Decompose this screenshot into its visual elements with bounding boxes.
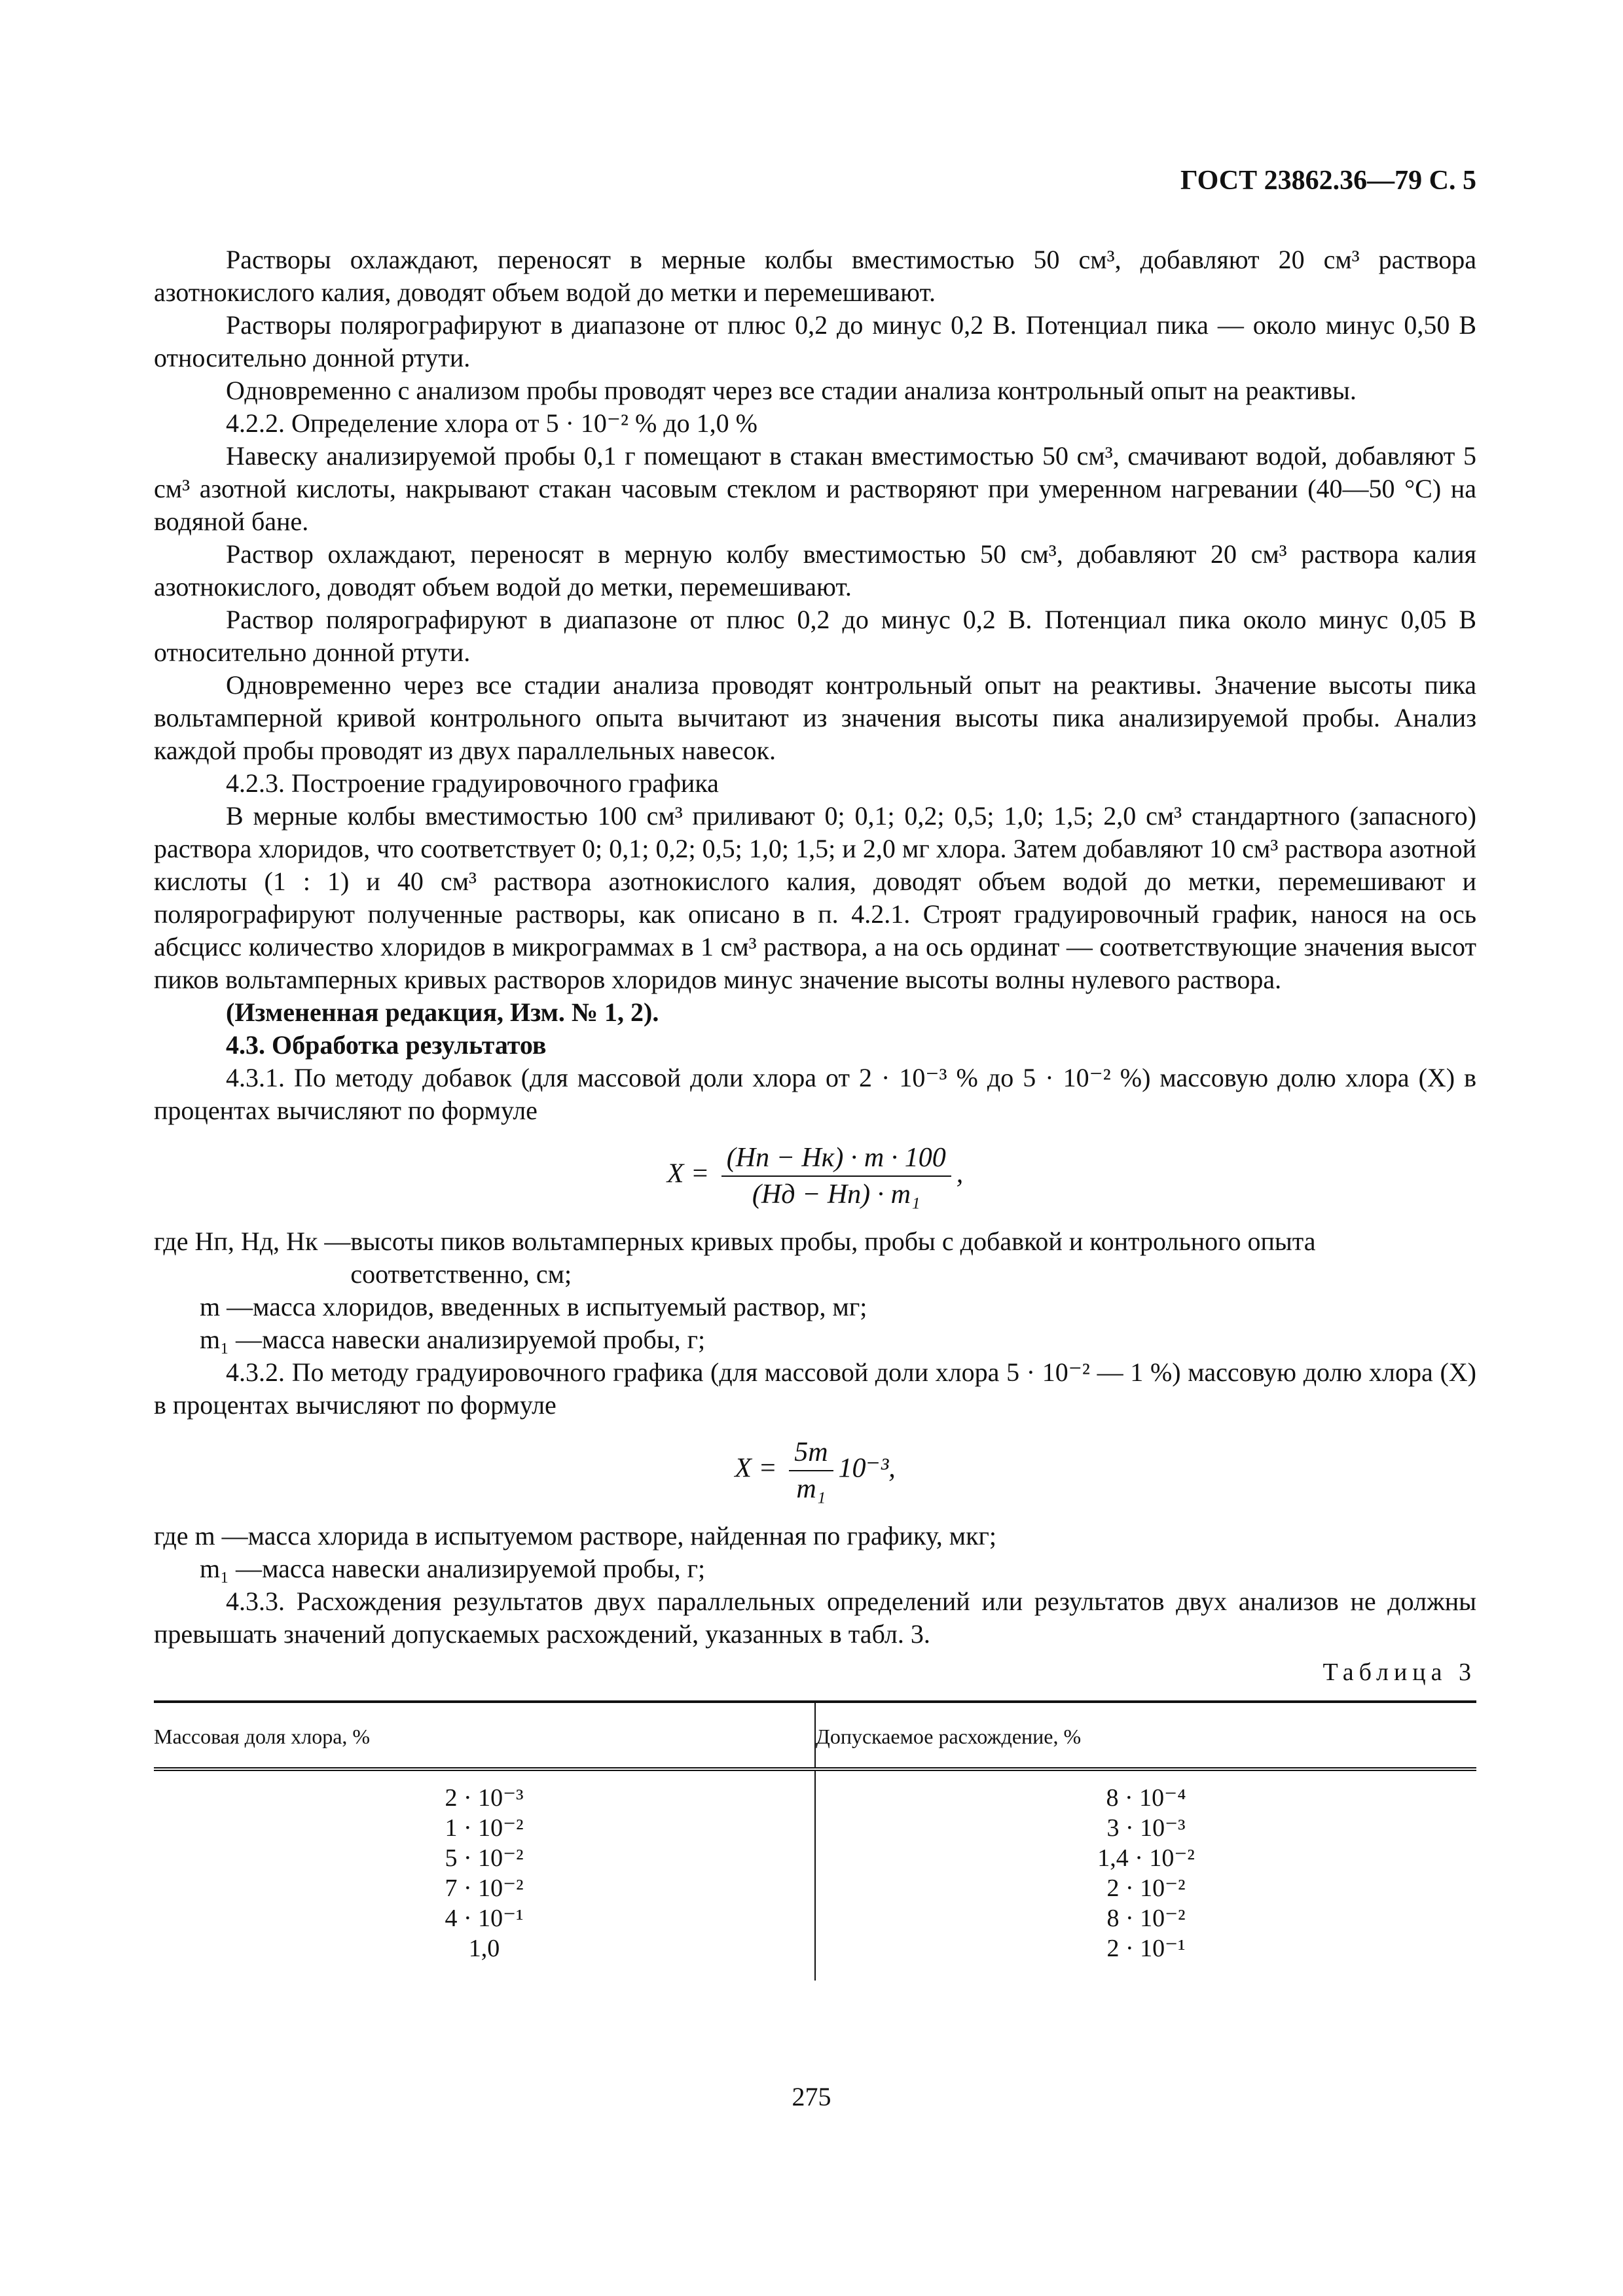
section-heading: 4.2.3. Построение градуировочного графика [226,768,719,798]
table-row [154,1873,1476,1903]
table-cell: 8 · 10⁻⁴ [1106,1784,1186,1812]
table-cell: 1,0 [154,1933,815,1981]
paragraph: Раствор полярографируют в диапазоне от плюс 0,2 до минус 0,2 В. Потенциал пика около минус 0,05 В относительно донной ртути. [154,605,1476,667]
table-cell: 2 · 10⁻² [1106,1874,1186,1902]
section-heading: 4.3. Обработка результатов [226,1030,547,1060]
formula-definitions [154,1520,1476,1585]
formula-numerator: (Hп − Hк) · m · 100 [721,1141,951,1177]
definition-symbol: где m — [154,1521,248,1551]
definition-text: масса хлорида в испытуемом растворе, найденная по графику, мкг; [247,1521,997,1551]
section-heading: 4.2.2. Определение хлора от 5 · 10⁻² % до 1,0 % [226,408,757,438]
formula-numerator: 5m [789,1436,833,1471]
column-header: Массовая доля хлора, % [154,1702,815,1769]
column-header: Допускаемое расхождение, % [815,1702,1476,1769]
paragraph: Одновременно с анализом пробы проводят через все стадии анализа контрольный опыт на реактивы. [226,376,1357,405]
formula-tail: , [956,1158,964,1189]
formula-fraction [789,1436,833,1505]
table-cell: 2 · 10⁻³ [154,1769,815,1813]
table-row [154,1769,1476,1813]
definition-text: высоты пиков вольтамперных кривых пробы, пробы с добавкой и контрольного опыта соответственно, см; [350,1227,1316,1289]
table-cell: 3 · 10⁻³ [1106,1814,1186,1842]
formula-lhs: X = [666,1158,710,1189]
table-cell: 7 · 10⁻² [154,1873,815,1903]
formula-fraction [721,1141,951,1211]
table-row [154,1903,1476,1933]
table-cell: 4 · 10⁻¹ [154,1903,815,1933]
revision-note: (Измененная редакция, Изм. № 1, 2). [226,997,659,1027]
table-cell: 8 · 10⁻² [1106,1905,1186,1932]
paragraph: Растворы полярографируют в диапазоне от плюс 0,2 до минус 0,2 В. Потенциал пика — около минус 0,50 В относительно донной ртути. [154,310,1476,372]
formula-definitions [154,1225,1476,1356]
table-cell: 1,4 · 10⁻² [1097,1844,1195,1872]
table-row [154,1843,1476,1873]
table-cell: 5 · 10⁻² [154,1843,815,1873]
definition-text: масса навески анализируемой пробы, г; [262,1325,706,1354]
definition-text: масса хлоридов, введенных в испытуемый раствор, мг; [253,1292,867,1321]
tolerance-table [154,1700,1476,1981]
definition-symbol: m₁ — [200,1325,263,1354]
paragraph: Раствор охлаждают, переносят в мерную колбу вместимостью 50 см³, добавляют 20 см³ раствора калия азотнокислого, доводят объем водой до метки, перемешивают. [154,539,1476,601]
paragraph: 4.3.2. По методу градуировочного графика (для массовой доли хлора 5 · 10⁻² — 1 %) массовую долю хлора (X) в процентах вычисляют по формуле [154,1357,1476,1420]
definition-symbol: m — [200,1292,253,1321]
paragraph: 4.3.1. По методу добавок (для массовой доли хлора от 2 · 10⁻³ % до 5 · 10⁻² %) массовую долю хлора (X) в процентах вычисляют по формуле [154,1063,1476,1125]
page-number: 275 [792,2082,831,2111]
table-caption: Таблица 3 [1322,1659,1476,1686]
paragraph: Одновременно через все стадии анализа проводят контрольный опыт на реактивы. Значение высоты пика вольтамперной кривой контрольного опыта вычитают из значения высоты пика анализируемой пробы. Анализ каждой пробы проводят из двух параллельных навесок. [154,670,1476,765]
paragraph: Растворы охлаждают, переносят в мерные колбы вместимостью 50 см³, добавляют 20 см³ раствора азотнокислого калия, доводят объем водой до метки и перемешивают. [154,245,1476,307]
paragraph: Навеску анализируемой пробы 0,1 г помещают в стакан вместимостью 50 см³, смачивают водой, добавляют 5 см³ азотной кислоты, накрывают стакан часовым стеклом и растворяют при умеренном нагревании (40—50 °С) на водяной бане. [154,441,1476,536]
document-body [154,243,1476,1981]
table-cell: 2 · 10⁻¹ [1106,1935,1186,1962]
paragraph: В мерные колбы вместимостью 100 см³ приливают 0; 0,1; 0,2; 0,5; 1,0; 1,5; 2,0 см³ стандартного (запасного) раствора хлоридов, что соответствует 0; 0,1; 0,2; 0,5; 1,0; 1,5; и 2,0 мг хлора. Затем добавляют 10 см³ раствора азотной кислоты (1 : 1) и 40 см³ раствора азотнокислого калия, доводят объем водой до метки, перемешивают и полярографируют полученные растворы, как описано в п. 4.2.1. Строят градуировочный график, нанося на ось абсцисс количество хлоридов в микрограммах в 1 см³ раствора, а на ось ординат — соответствующие значения высот пиков вольтамперных кривых растворов хлоридов минус значение высоты волны нулевого раствора. [154,801,1476,994]
table-row [154,1813,1476,1843]
paragraph: 4.3.3. Расхождения результатов двух параллельных определений или результатов двух анализов не должны превышать значений допускаемых расхождений, указанных в табл. 3. [154,1587,1476,1649]
formula-denominator: (Hд − Hп) · m₁ [752,1179,921,1210]
definition-text: масса навески анализируемой пробы, г; [262,1554,706,1583]
formula-denominator: m₁ [796,1474,826,1504]
table-cell: 1 · 10⁻² [154,1813,815,1843]
formula-calibration-method [154,1436,1476,1505]
formula-tail: 10⁻³, [838,1453,896,1484]
formula-additions-method [154,1141,1476,1211]
page-header: ГОСТ 23862.36—79 С. 5 [1180,166,1476,196]
definition-symbol: m₁ — [200,1554,263,1583]
definition-symbol: где Hп, Hд, Hк — [154,1227,351,1256]
table-row [154,1933,1476,1981]
formula-lhs: X = [735,1453,777,1484]
